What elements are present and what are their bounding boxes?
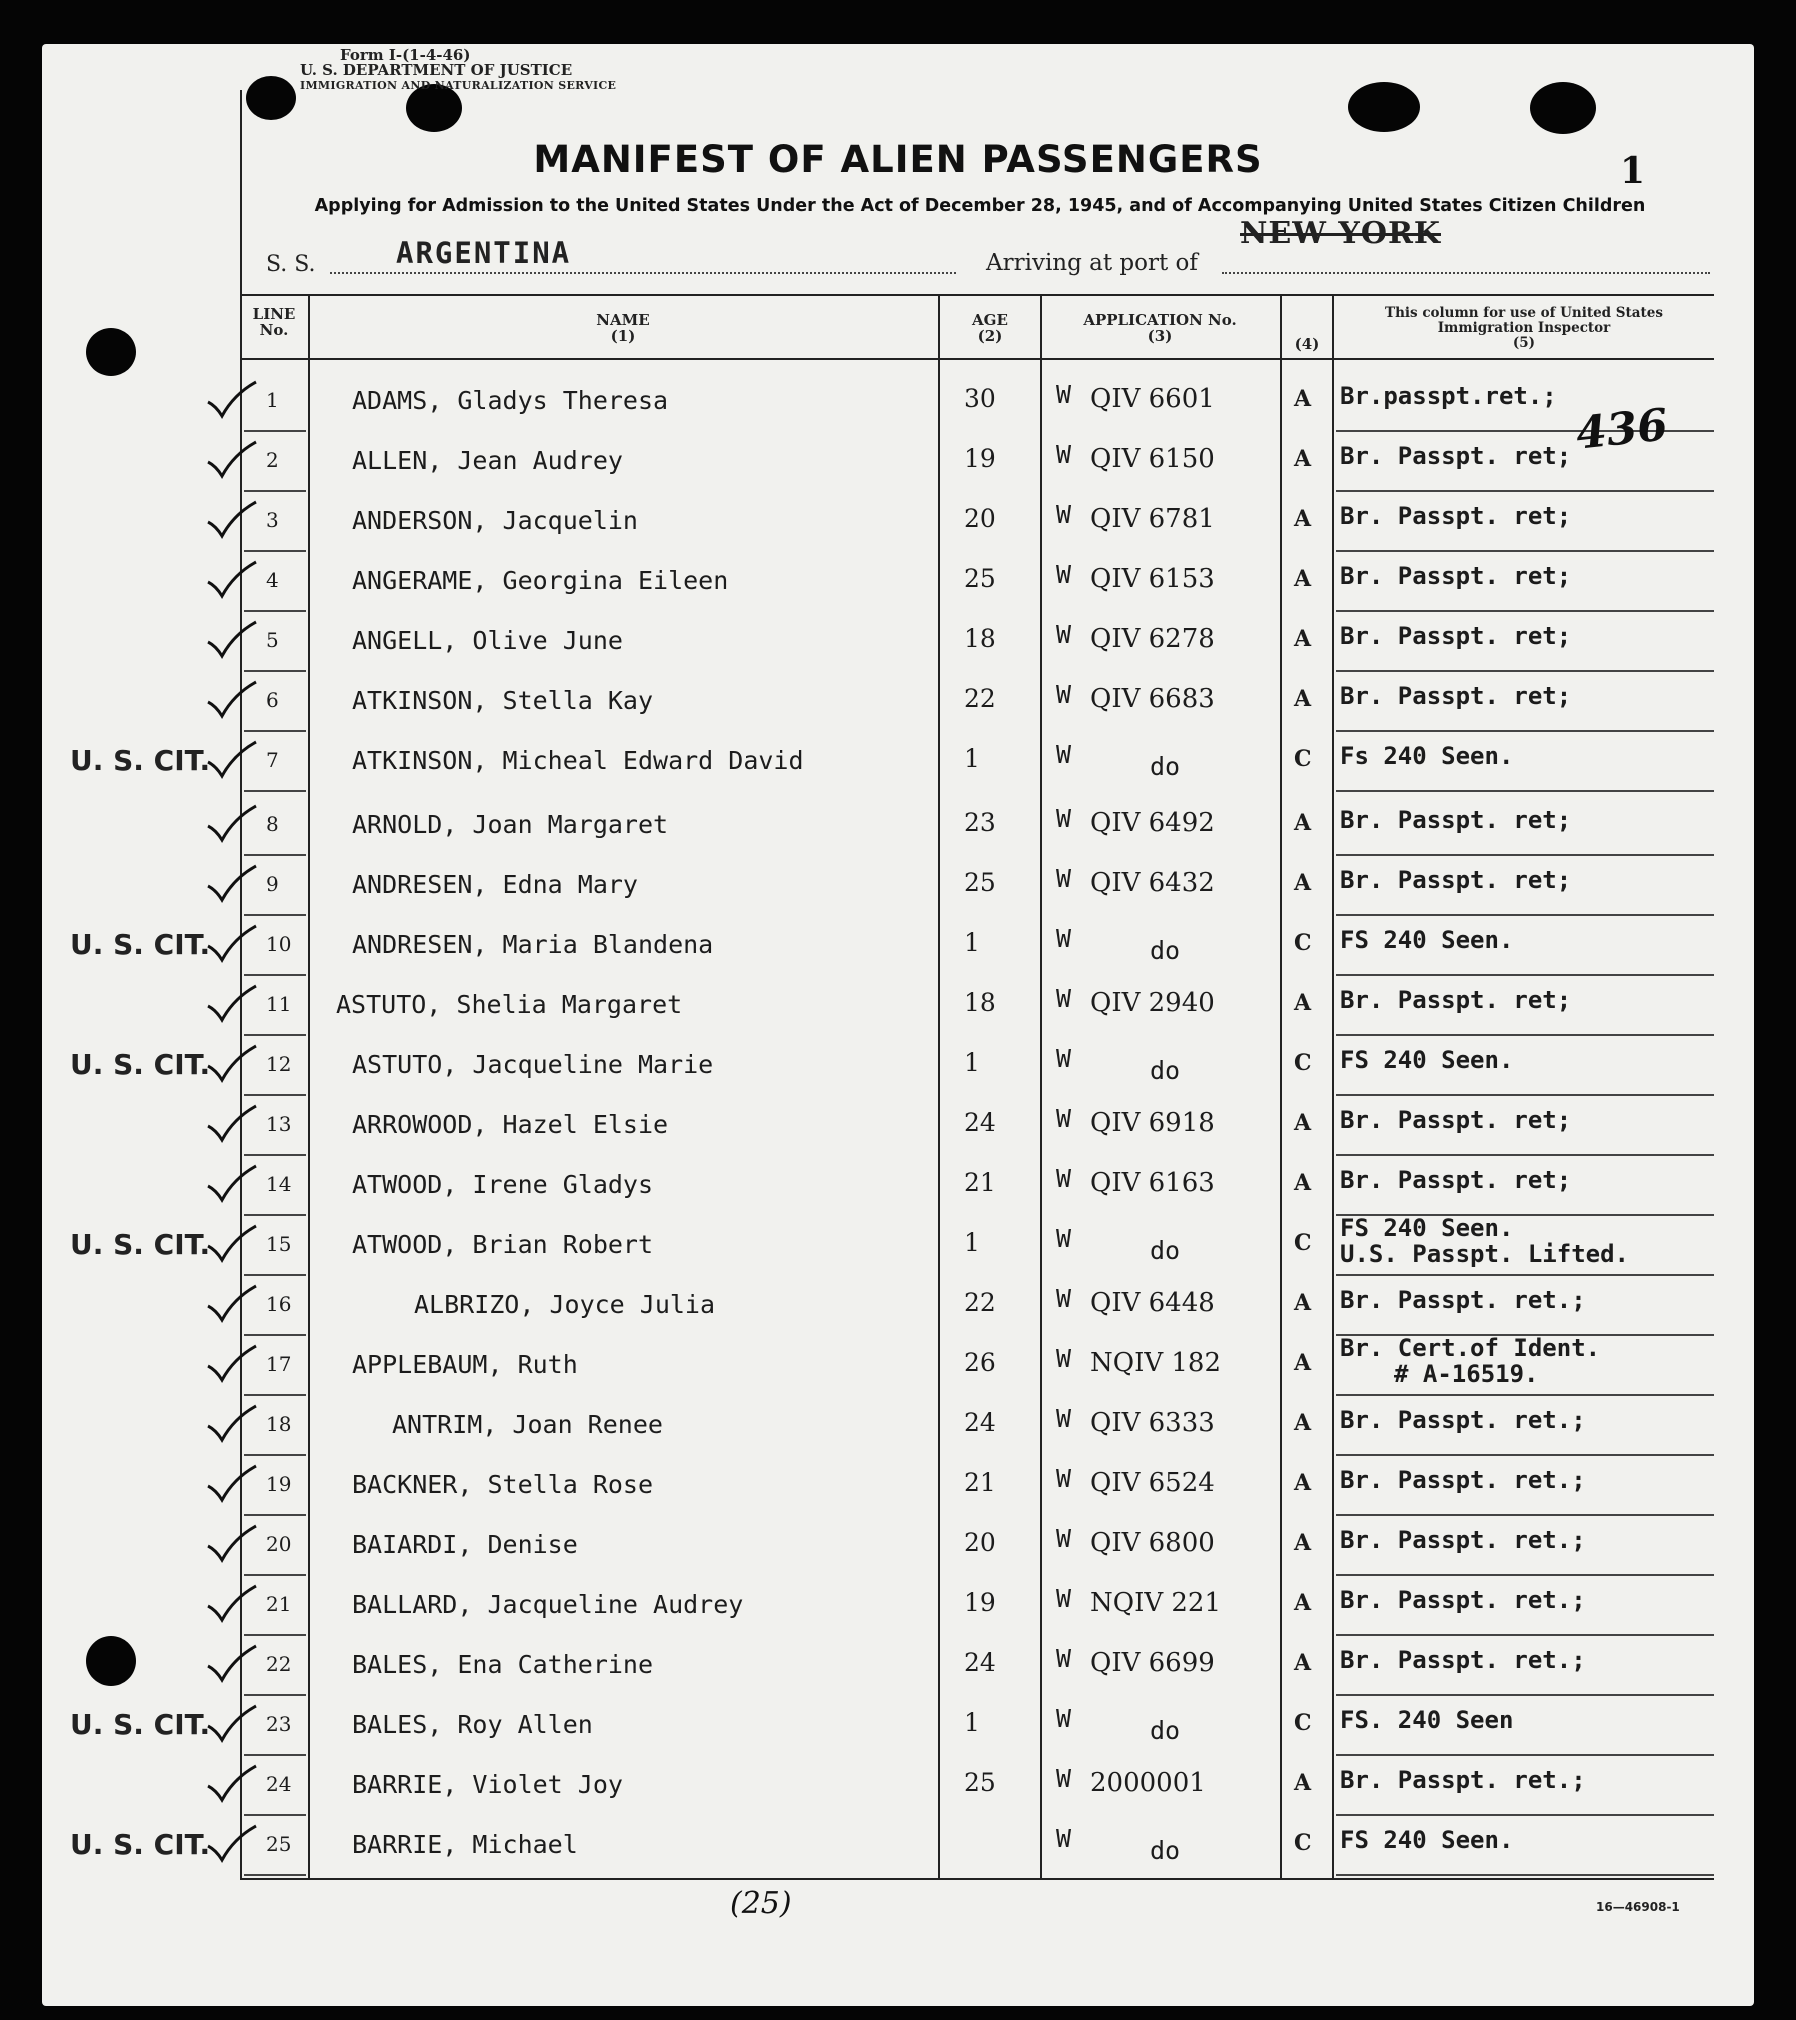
row-rule	[244, 490, 306, 492]
us-citizen-stamp: U. S. CIT.	[70, 928, 211, 961]
row-line-number: 6	[266, 688, 279, 712]
row-name: APPLEBAUM, Ruth	[352, 1350, 578, 1379]
row-age: 19	[964, 1588, 996, 1617]
page-title: MANIFEST OF ALIEN PASSENGERS	[533, 138, 1263, 181]
row-age: 1	[964, 744, 980, 773]
punch-hole	[1530, 82, 1596, 134]
row-application-number: NQIV 182	[1090, 1348, 1222, 1378]
row-rule	[1336, 730, 1714, 732]
row-line-number: 13	[266, 1112, 292, 1136]
row-application-number: do	[1150, 1716, 1181, 1745]
ship-name: ARGENTINA	[396, 236, 572, 270]
row-age: 24	[964, 1648, 996, 1677]
handwritten-count: 436	[1573, 399, 1671, 460]
check-mark-icon	[206, 1644, 258, 1684]
check-mark-icon	[206, 1584, 258, 1624]
form-info	[300, 48, 616, 93]
row-rule	[1336, 974, 1714, 976]
check-mark-icon	[206, 804, 258, 844]
row-application-number: QIV 6800	[1090, 1528, 1215, 1558]
row-class: A	[1294, 446, 1312, 472]
row-rule	[1336, 1574, 1714, 1576]
row-line-number: 12	[266, 1052, 292, 1076]
header-age-label: AGE	[972, 311, 1008, 329]
check-mark-icon	[206, 984, 258, 1024]
row-application-number: QIV 6163	[1090, 1168, 1215, 1198]
row-line-number: 20	[266, 1532, 292, 1556]
row-name: ATKINSON, Micheal Edward David	[352, 746, 804, 775]
header-age	[940, 312, 1040, 344]
row-inspector-note: Br. Passpt. ret;	[1340, 866, 1572, 894]
row-rule	[244, 1394, 306, 1396]
punch-hole	[86, 1636, 136, 1686]
row-rule	[244, 670, 306, 672]
row-class: A	[1294, 1110, 1312, 1136]
row-line-number: 11	[266, 992, 292, 1016]
check-mark-icon	[206, 620, 258, 660]
row-class: C	[1294, 930, 1312, 956]
punch-hole	[86, 328, 136, 376]
row-class: A	[1294, 626, 1312, 652]
row-inspector-note: Br. Passpt. ret;	[1340, 622, 1572, 650]
row-age: 24	[964, 1408, 996, 1437]
row-rule	[1336, 1454, 1714, 1456]
row-class: C	[1294, 1050, 1312, 1076]
row-application-number: QIV 6150	[1090, 444, 1215, 474]
punch-hole	[1348, 82, 1420, 132]
row-class: C	[1294, 1710, 1312, 1736]
row-inspector-note: Br. Passpt. ret.;	[1340, 1286, 1586, 1314]
row-inspector-note: FS 240 Seen.	[1340, 1214, 1514, 1242]
row-age: 1	[964, 1048, 980, 1077]
check-mark-icon	[206, 440, 258, 480]
row-line-number: 3	[266, 508, 279, 532]
row-age: 21	[964, 1468, 996, 1497]
row-rule	[244, 730, 306, 732]
row-name: BALES, Ena Catherine	[352, 1650, 654, 1679]
row-app-prefix: W	[1056, 1824, 1072, 1853]
row-line-number: 22	[266, 1652, 292, 1676]
check-mark-icon	[206, 864, 258, 904]
row-line-number: 17	[266, 1352, 292, 1376]
row-name: ANDRESEN, Maria Blandena	[352, 930, 714, 959]
check-mark-icon	[206, 1764, 258, 1804]
header-inspector-number: (5)	[1512, 335, 1536, 351]
row-inspector-note: Br. Passpt. ret;	[1340, 1106, 1572, 1134]
row-app-prefix: W	[1056, 984, 1072, 1013]
row-class: A	[1294, 810, 1312, 836]
row-rule	[1336, 550, 1714, 552]
row-rule	[1336, 1034, 1714, 1036]
row-app-prefix: W	[1056, 1344, 1072, 1373]
row-application-number: QIV 6432	[1090, 868, 1215, 898]
header-separator	[240, 358, 1714, 360]
row-inspector-note-2: # A-16519.	[1394, 1360, 1539, 1388]
row-name: ATWOOD, Irene Gladys	[352, 1170, 654, 1199]
row-line-number: 19	[266, 1472, 292, 1496]
row-application-number: QIV 2940	[1090, 988, 1215, 1018]
row-line-number: 5	[266, 628, 279, 652]
row-line-number: 24	[266, 1772, 292, 1796]
column-divider	[308, 294, 310, 1880]
us-citizen-stamp: U. S. CIT.	[70, 744, 211, 777]
row-inspector-note: Br. Cert.of Ident.	[1340, 1334, 1601, 1362]
row-inspector-note: Br. Passpt. ret;	[1340, 502, 1572, 530]
row-inspector-note: FS. 240 Seen	[1340, 1706, 1514, 1734]
header-inspector-label: This column for use of United States Immigration Inspector	[1385, 305, 1663, 336]
row-line-number: 25	[266, 1832, 292, 1856]
row-line-number: 16	[266, 1292, 292, 1316]
row-rule	[244, 1514, 306, 1516]
row-rule	[1336, 1874, 1714, 1876]
column-divider	[1280, 294, 1282, 1880]
us-citizen-stamp: U. S. CIT.	[70, 1828, 211, 1861]
row-app-prefix: W	[1056, 1044, 1072, 1073]
row-inspector-note: Br. Passpt. ret;	[1340, 1166, 1572, 1194]
check-mark-icon	[206, 740, 258, 780]
row-app-prefix: W	[1056, 1524, 1072, 1553]
row-inspector-note: Br. Passpt. ret;	[1340, 806, 1572, 834]
row-name: ALBRIZO, Joyce Julia	[414, 1290, 716, 1319]
row-inspector-note: FS 240 Seen.	[1340, 1046, 1514, 1074]
row-rule	[244, 1574, 306, 1576]
row-rule	[1336, 1274, 1714, 1276]
row-name: ANGELL, Olive June	[352, 626, 623, 655]
row-age: 30	[964, 384, 996, 413]
check-mark-icon	[206, 1164, 258, 1204]
row-name: BACKNER, Stella Rose	[352, 1470, 654, 1499]
check-mark-icon	[206, 1344, 258, 1384]
row-line-number: 1	[266, 388, 279, 412]
row-app-prefix: W	[1056, 1464, 1072, 1493]
row-class: C	[1294, 1230, 1312, 1256]
row-application-number: QIV 6524	[1090, 1468, 1215, 1498]
ship-label: S. S.	[266, 252, 316, 277]
row-rule	[244, 1334, 306, 1336]
check-mark-icon	[206, 1044, 258, 1084]
service-name: IMMIGRATION AND NATURALIZATION SERVICE	[300, 79, 617, 92]
row-age: 25	[964, 564, 996, 593]
check-mark-icon	[206, 1284, 258, 1324]
row-line-number: 7	[266, 748, 279, 772]
row-name: ASTUTO, Shelia Margaret	[336, 990, 683, 1019]
row-age: 21	[964, 1168, 996, 1197]
row-app-prefix: W	[1056, 1644, 1072, 1673]
check-mark-icon	[206, 1464, 258, 1504]
row-name: BARRIE, Michael	[352, 1830, 578, 1859]
row-age: 20	[964, 1528, 996, 1557]
row-app-prefix: W	[1056, 1104, 1072, 1133]
row-line-number: 14	[266, 1172, 292, 1196]
row-application-number: QIV 6683	[1090, 684, 1215, 714]
row-line-number: 4	[266, 568, 279, 592]
row-app-prefix: W	[1056, 740, 1072, 769]
row-inspector-note: Br. Passpt. ret.;	[1340, 1406, 1586, 1434]
row-inspector-note: FS 240 Seen.	[1340, 926, 1514, 954]
total-count-note: (25)	[730, 1886, 792, 1921]
check-mark-icon	[206, 500, 258, 540]
check-mark-icon	[206, 924, 258, 964]
ship-dotted-line	[330, 272, 956, 274]
row-application-number: do	[1150, 936, 1181, 965]
row-rule	[1336, 1094, 1714, 1096]
row-name: ATWOOD, Brian Robert	[352, 1230, 654, 1259]
row-application-number: QIV 6278	[1090, 624, 1215, 654]
row-app-prefix: W	[1056, 380, 1072, 409]
row-class: A	[1294, 386, 1312, 412]
row-rule	[1336, 1694, 1714, 1696]
row-age: 1	[964, 928, 980, 957]
row-application-number: QIV 6918	[1090, 1108, 1215, 1138]
row-age: 20	[964, 504, 996, 533]
row-name: ARNOLD, Joan Margaret	[352, 810, 669, 839]
row-rule	[1336, 1634, 1714, 1636]
row-class: C	[1294, 746, 1312, 772]
row-rule	[1336, 1154, 1714, 1156]
row-age: 26	[964, 1348, 996, 1377]
row-rule	[244, 1634, 306, 1636]
check-mark-icon	[206, 680, 258, 720]
row-inspector-note: Br. Passpt. ret.;	[1340, 1766, 1586, 1794]
check-mark-icon	[206, 380, 258, 420]
us-citizen-stamp: U. S. CIT.	[70, 1708, 211, 1741]
header-col4: (4)	[1294, 335, 1320, 353]
row-age: 22	[964, 1288, 996, 1317]
row-application-number: do	[1150, 1836, 1181, 1865]
row-line-number: 10	[266, 932, 292, 956]
row-age: 1	[964, 1708, 980, 1737]
row-name: ANDERSON, Jacquelin	[352, 506, 638, 535]
row-application-number: do	[1150, 1056, 1181, 1085]
form-number: Form I-(1-4-46)	[340, 46, 471, 64]
row-app-prefix: W	[1056, 1164, 1072, 1193]
check-mark-icon	[206, 1524, 258, 1564]
row-class: A	[1294, 1470, 1312, 1496]
row-age: 22	[964, 684, 996, 713]
row-rule	[244, 1154, 306, 1156]
row-inspector-note: Br. Passpt. ret;	[1340, 442, 1572, 470]
row-class: A	[1294, 870, 1312, 896]
row-inspector-note: Br.passpt.ret.;	[1340, 382, 1557, 410]
row-name: BALLARD, Jacqueline Audrey	[352, 1590, 744, 1619]
header-inspector	[1336, 306, 1712, 351]
us-citizen-stamp: U. S. CIT.	[70, 1048, 211, 1081]
header-line-no: LINE No.	[252, 305, 296, 339]
header-name-number: (1)	[610, 327, 636, 345]
header-application-number: (3)	[1147, 327, 1173, 345]
row-class: A	[1294, 1650, 1312, 1676]
row-class: A	[1294, 1590, 1312, 1616]
row-inspector-note: Br. Passpt. ret.;	[1340, 1586, 1586, 1614]
row-name: ANTRIM, Joan Renee	[392, 1410, 663, 1439]
row-rule	[1336, 1814, 1714, 1816]
row-rule	[244, 610, 306, 612]
row-line-number: 18	[266, 1412, 292, 1436]
row-rule	[244, 1454, 306, 1456]
row-line-number: 23	[266, 1712, 292, 1736]
row-line-number: 2	[266, 448, 279, 472]
row-app-prefix: W	[1056, 1704, 1072, 1733]
header-name-label: NAME	[596, 311, 650, 329]
footer-code: 16—46908-1	[1596, 1900, 1680, 1914]
row-rule	[244, 550, 306, 552]
row-rule	[244, 1874, 306, 1876]
row-class: A	[1294, 1290, 1312, 1316]
row-rule	[1336, 854, 1714, 856]
row-rule	[244, 914, 306, 916]
header-application-label: APPLICATION No.	[1083, 311, 1237, 329]
row-name: ADAMS, Gladys Theresa	[352, 386, 669, 415]
row-rule	[1336, 914, 1714, 916]
row-rule	[1336, 790, 1714, 792]
row-application-number: do	[1150, 1236, 1181, 1265]
row-inspector-note: Br. Passpt. ret.;	[1340, 1646, 1586, 1674]
row-class: A	[1294, 686, 1312, 712]
row-class: A	[1294, 506, 1312, 532]
check-mark-icon	[206, 1824, 258, 1864]
row-age: 24	[964, 1108, 996, 1137]
row-inspector-note: Br. Passpt. ret;	[1340, 562, 1572, 590]
row-rule	[244, 1754, 306, 1756]
row-application-number: 2000001	[1090, 1768, 1206, 1798]
check-mark-icon	[206, 1224, 258, 1264]
row-app-prefix: W	[1056, 924, 1072, 953]
row-application-number: QIV 6699	[1090, 1648, 1215, 1678]
row-rule	[244, 974, 306, 976]
row-name: BAIARDI, Denise	[352, 1530, 578, 1559]
row-rule	[244, 1814, 306, 1816]
row-rule	[1336, 1394, 1714, 1396]
department-name: U. S. DEPARTMENT OF JUSTICE	[300, 61, 573, 79]
row-name: ANGERAME, Georgina Eileen	[352, 566, 729, 595]
row-app-prefix: W	[1056, 864, 1072, 893]
row-name: ATKINSON, Stella Kay	[352, 686, 654, 715]
row-age: 1	[964, 1228, 980, 1257]
row-application-number: QIV 6781	[1090, 504, 1215, 534]
row-rule	[244, 790, 306, 792]
row-rule	[244, 1694, 306, 1696]
row-name: ASTUTO, Jacqueline Marie	[352, 1050, 714, 1079]
row-app-prefix: W	[1056, 1284, 1072, 1313]
row-inspector-note: Br. Passpt. ret;	[1340, 682, 1572, 710]
port-dotted-line	[1222, 272, 1710, 274]
check-mark-icon	[206, 1404, 258, 1444]
row-line-number: 15	[266, 1232, 292, 1256]
row-app-prefix: W	[1056, 440, 1072, 469]
row-line-number: 8	[266, 812, 279, 836]
row-inspector-note: Br. Passpt. ret.;	[1340, 1526, 1586, 1554]
us-citizen-stamp: U. S. CIT.	[70, 1228, 211, 1261]
row-rule	[1336, 1514, 1714, 1516]
check-mark-icon	[206, 1104, 258, 1144]
row-age: 19	[964, 444, 996, 473]
row-name: ALLEN, Jean Audrey	[352, 446, 623, 475]
row-app-prefix: W	[1056, 1224, 1072, 1253]
punch-hole	[246, 76, 296, 120]
row-class: C	[1294, 1830, 1312, 1856]
row-rule	[244, 1214, 306, 1216]
row-inspector-note: Fs 240 Seen.	[1340, 742, 1514, 770]
row-rule	[1336, 1754, 1714, 1756]
row-name: BARRIE, Violet Joy	[352, 1770, 623, 1799]
column-divider	[1040, 294, 1042, 1880]
row-application-number: QIV 6492	[1090, 808, 1215, 838]
row-rule	[244, 1094, 306, 1096]
row-app-prefix: W	[1056, 620, 1072, 649]
check-mark-icon	[206, 1704, 258, 1744]
row-age: 18	[964, 624, 996, 653]
row-application-number: QIV 6333	[1090, 1408, 1215, 1438]
row-rule	[244, 854, 306, 856]
row-inspector-note: FS 240 Seen.	[1340, 1826, 1514, 1854]
row-application-number: NQIV 221	[1090, 1588, 1222, 1618]
row-application-number: QIV 6153	[1090, 564, 1215, 594]
row-application-number: QIV 6601	[1090, 384, 1215, 414]
row-application-number: QIV 6448	[1090, 1288, 1215, 1318]
page-number: 1	[1620, 150, 1646, 192]
row-rule	[244, 1274, 306, 1276]
row-line-number: 21	[266, 1592, 292, 1616]
row-application-number: do	[1150, 752, 1181, 781]
row-class: A	[1294, 1530, 1312, 1556]
row-line-number: 9	[266, 872, 279, 896]
row-class: A	[1294, 566, 1312, 592]
row-app-prefix: W	[1056, 680, 1072, 709]
row-age: 25	[964, 868, 996, 897]
table-bottom-border	[240, 1878, 1714, 1880]
row-class: A	[1294, 990, 1312, 1016]
row-rule	[244, 1034, 306, 1036]
row-app-prefix: W	[1056, 1584, 1072, 1613]
row-rule	[244, 430, 306, 432]
row-app-prefix: W	[1056, 1404, 1072, 1433]
table-top-border	[240, 294, 1714, 296]
row-app-prefix: W	[1056, 500, 1072, 529]
row-rule	[1336, 490, 1714, 492]
row-name: ARROWOOD, Hazel Elsie	[352, 1110, 669, 1139]
row-app-prefix: W	[1056, 560, 1072, 589]
row-class: A	[1294, 1350, 1312, 1376]
row-class: A	[1294, 1170, 1312, 1196]
header-name	[310, 312, 936, 344]
row-inspector-note: Br. Passpt. ret;	[1340, 986, 1572, 1014]
port-name: NEW YORK	[1240, 216, 1441, 251]
row-name: BALES, Roy Allen	[352, 1710, 593, 1739]
row-name: ANDRESEN, Edna Mary	[352, 870, 638, 899]
row-inspector-note: Br. Passpt. ret.;	[1340, 1466, 1586, 1494]
port-label: Arriving at port of	[986, 250, 1198, 276]
row-rule	[1336, 670, 1714, 672]
row-app-prefix: W	[1056, 804, 1072, 833]
row-class: A	[1294, 1410, 1312, 1436]
header-application	[1042, 312, 1278, 344]
column-divider	[938, 294, 940, 1880]
column-divider	[1332, 294, 1334, 1880]
row-class: A	[1294, 1770, 1312, 1796]
row-age: 18	[964, 988, 996, 1017]
row-rule	[1336, 610, 1714, 612]
page-subtitle: Applying for Admission to the United States Under the Act of December 28, 1945, and of Accompanying United States Citizen Children	[314, 196, 1646, 216]
row-app-prefix: W	[1056, 1764, 1072, 1793]
row-age: 23	[964, 808, 996, 837]
row-age: 25	[964, 1768, 996, 1797]
header-age-number: (2)	[977, 327, 1003, 345]
check-mark-icon	[206, 560, 258, 600]
row-inspector-note-2: U.S. Passpt. Lifted.	[1340, 1240, 1629, 1268]
